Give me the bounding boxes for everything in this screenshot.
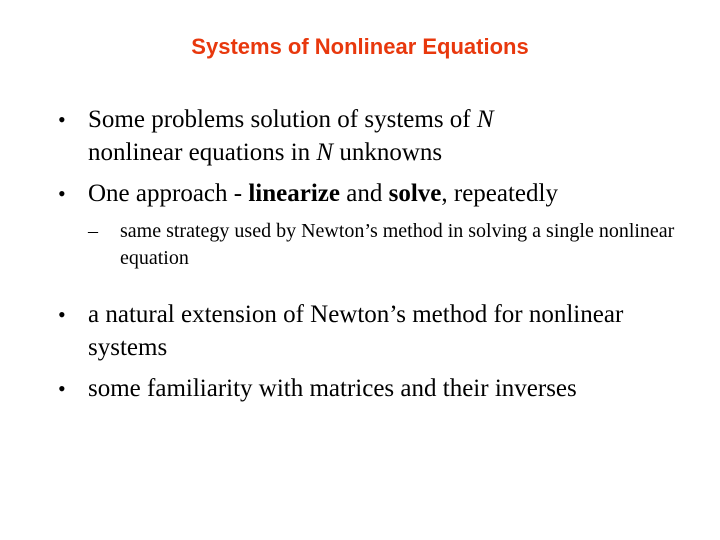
bullet-natural-extension bbox=[58, 298, 698, 364]
bullet-marker: • bbox=[58, 181, 66, 206]
emphasis-linearize: linearize bbox=[248, 180, 340, 207]
bullet-text: , repeatedly bbox=[441, 180, 558, 207]
bullet-text: unknowns bbox=[333, 139, 443, 166]
sub-bullet-text: same strategy used by Newton’s method in solving a single nonlinear equation bbox=[120, 220, 675, 269]
bullet-text: nonlinear equations in bbox=[88, 139, 317, 166]
bullet-text: Some problems solution of systems of bbox=[88, 106, 477, 133]
slide-title: Systems of Nonlinear Equations bbox=[191, 34, 529, 59]
bullet-matrices bbox=[58, 372, 698, 405]
bullet-approach bbox=[58, 177, 698, 210]
bullet-text: One approach - bbox=[88, 180, 249, 207]
bullet-marker: • bbox=[58, 107, 66, 132]
bullet-marker: • bbox=[58, 302, 66, 327]
sub-bullet-marker: – bbox=[88, 220, 98, 242]
bullet-text: some familiarity with matrices and their inverses bbox=[88, 375, 577, 402]
sub-bullet-newton-strategy bbox=[88, 218, 698, 272]
bullet-systems-of-equations bbox=[58, 103, 698, 169]
bullet-marker: • bbox=[58, 376, 66, 401]
variable-n: N bbox=[316, 139, 334, 166]
variable-n: N bbox=[476, 106, 494, 133]
emphasis-solve: solve bbox=[388, 180, 442, 207]
bullet-list bbox=[58, 103, 698, 413]
bullet-text: a natural extension of Newton’s method for nonlinear systems bbox=[88, 301, 624, 361]
bullet-text: and bbox=[339, 180, 389, 207]
